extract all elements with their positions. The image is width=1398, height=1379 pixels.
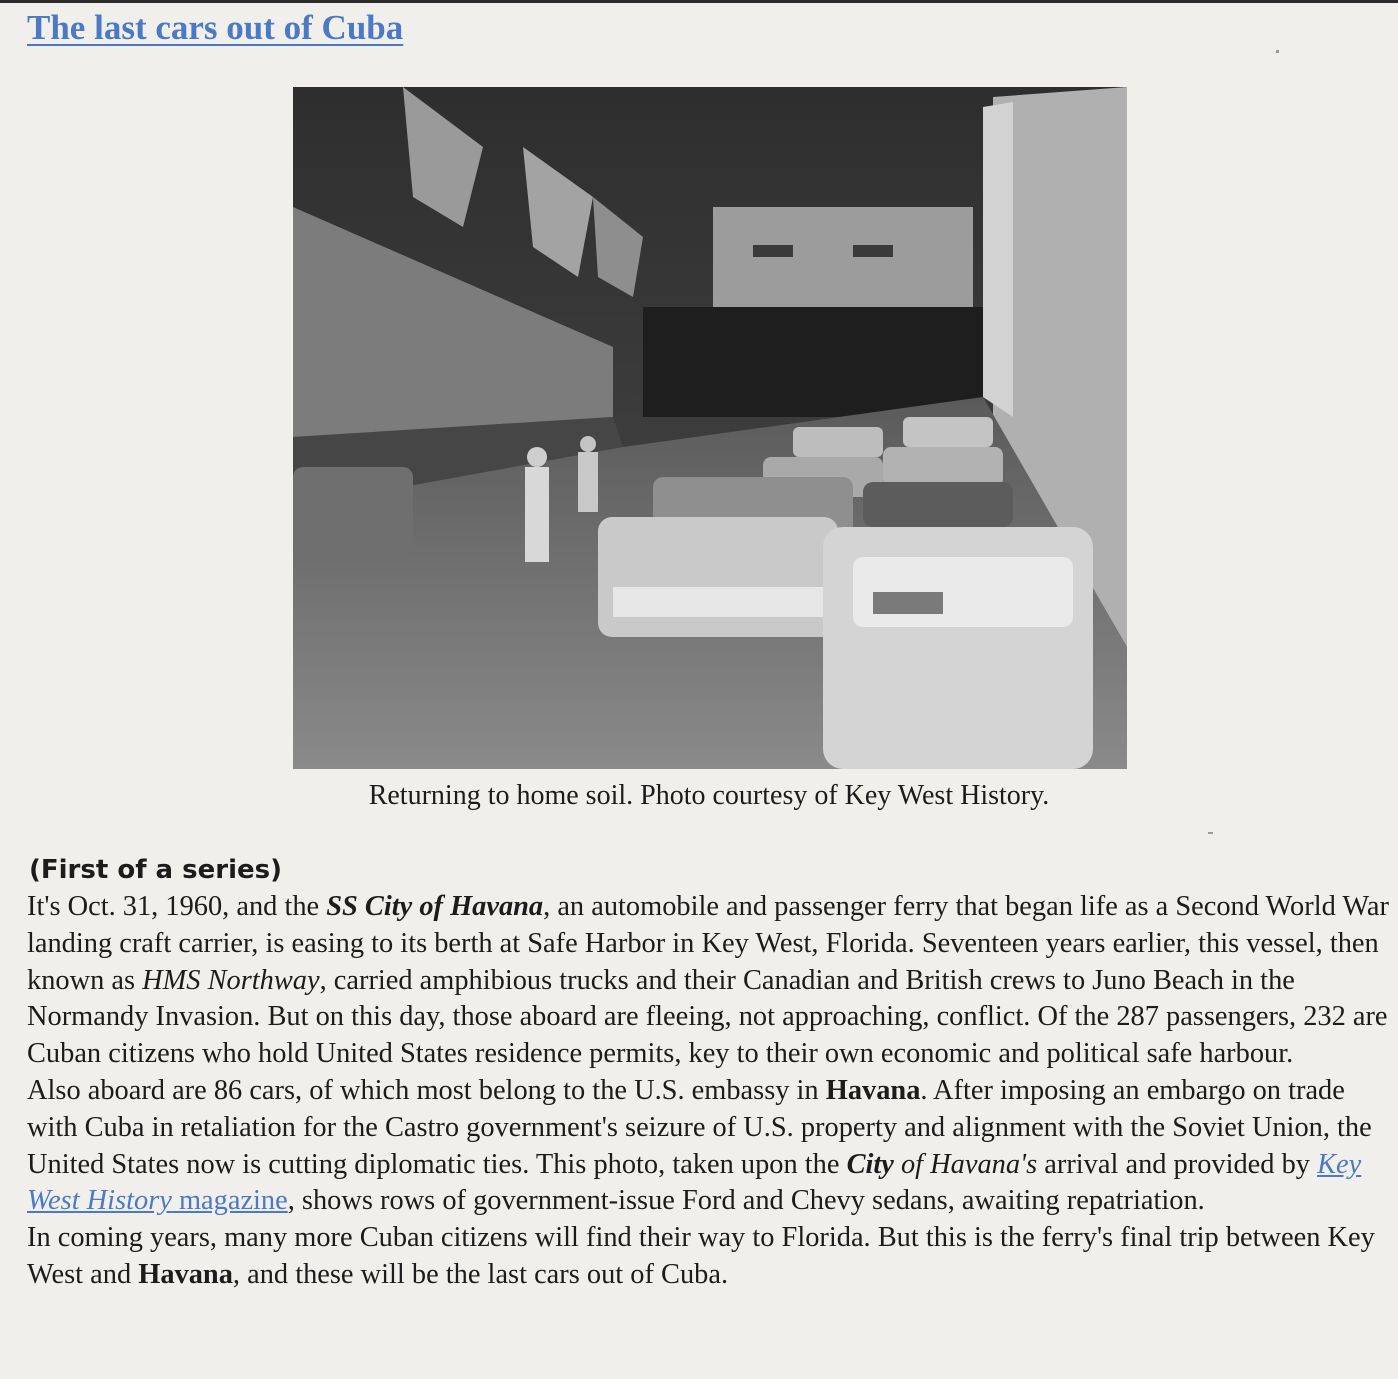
ferry-cars-photo-illustration (293, 87, 1127, 769)
havana-bold: Havana (138, 1258, 233, 1290)
scan-speck (1276, 50, 1279, 53)
series-label: (First of a series) (29, 855, 282, 885)
key-west-history-link-italic: Key West History (27, 1148, 1362, 1217)
text-run: , carried amphibious trucks and their Canadian and British crews to Juno Beach in the Normandy Invasion. But on this day, those aboard are fleeing, not approaching, conflict. Of the 287 passengers, 232 are Cuban citizens who hold United States residence permits, key to their own economic and political safe harbour. (27, 964, 1388, 1070)
text-run: , and these will be the last cars out of Cuba. (232, 1258, 729, 1290)
photo-caption: Returning to home soil. Photo courtesy of Key West History. (368, 780, 1050, 811)
text-run: arrival and provided by (1037, 1148, 1318, 1180)
text-run: , shows rows of government-issue Ford and Chevy sedans, awaiting repatriation. (287, 1185, 1205, 1217)
former-ship-name: HMS Northway (142, 964, 320, 996)
havana-bold: Havana (825, 1074, 921, 1106)
page-top-edge (0, 0, 1398, 3)
article-body (27, 889, 1393, 1294)
of-havana-italic: of Havana's (893, 1148, 1038, 1180)
paragraph-arrival (27, 889, 1393, 1073)
ship-name: SS City of Havana (326, 891, 544, 922)
text-run: , an automobile and passenger ferry that began life as a Second World War landing craft carrier, is easing to its berth at Safe Harbor in Key West, Florida. Seventeen years earlier, this vessel, then known as (27, 891, 1389, 996)
ferry-cars-photo (293, 87, 1127, 769)
city-bold-italic: City (846, 1148, 894, 1180)
text-run: In coming years, many more Cuban citizens will find their way to Florida. But this is the ferry's final trip between Key West and (27, 1222, 1375, 1290)
paragraph-final-trip (27, 1220, 1393, 1294)
text-run: It's Oct. 31, 1960, and the (27, 891, 327, 922)
paragraph-cars (27, 1073, 1393, 1220)
text-run: . After imposing an embargo on trade with Cuba in retaliation for the Castro government's seizure of U.S. property and alignment with the Soviet Union, the United States now is cutting diplomatic ties. This photo, taken upon the (27, 1074, 1372, 1180)
article-title-link[interactable]: The last cars out of Cuba (27, 8, 404, 47)
scan-speck (1208, 832, 1213, 834)
magazine-link-text: magazine (171, 1185, 288, 1217)
text-run: Also aboard are 86 cars, of which most belong to the U.S. embassy in (27, 1074, 826, 1106)
